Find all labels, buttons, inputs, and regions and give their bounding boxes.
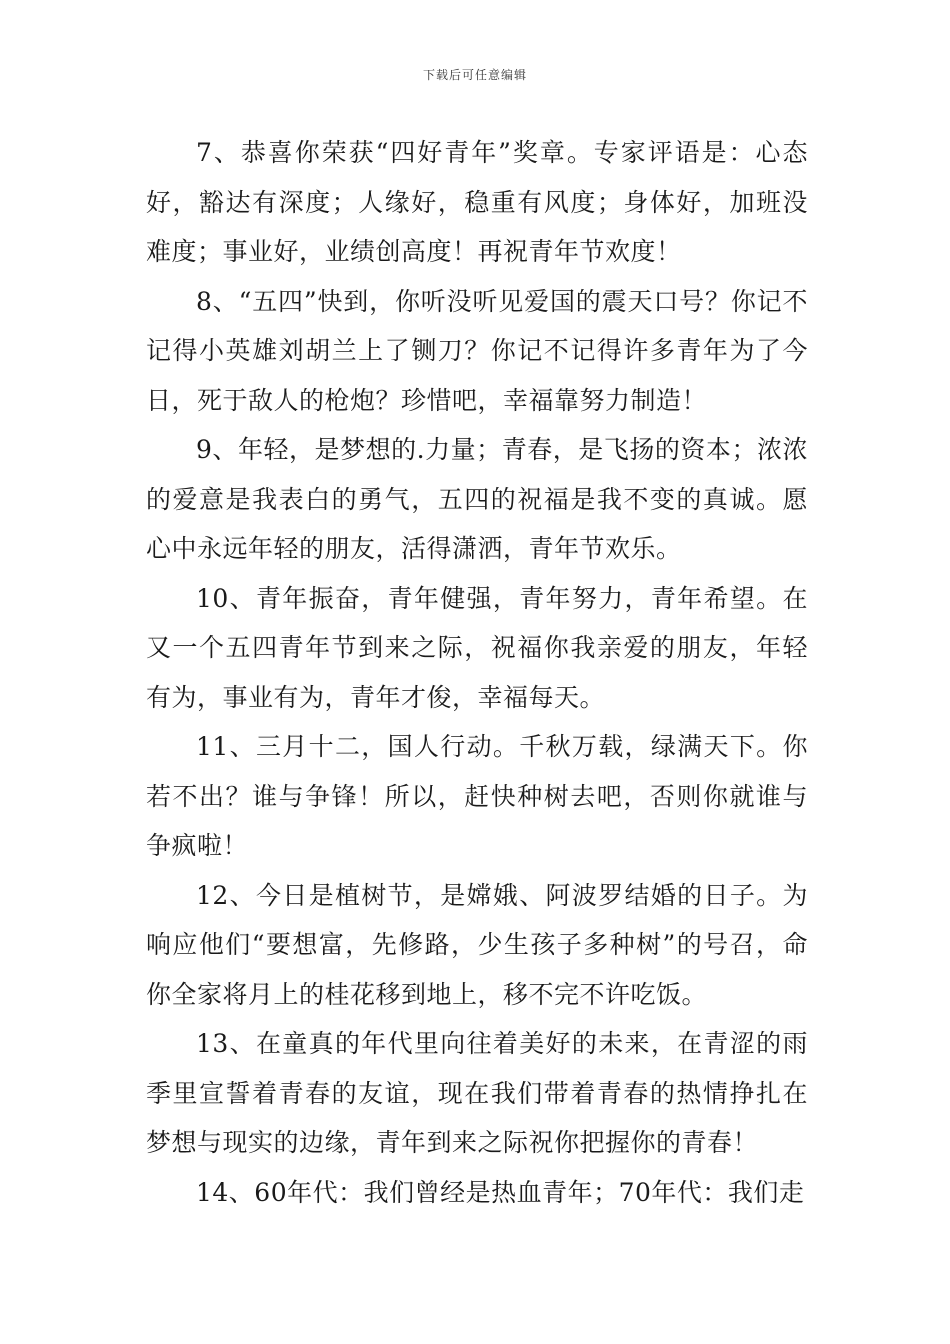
header-note: 下载后可任意编辑	[422, 68, 527, 82]
paragraph-14: 14、60年代：我们曾经是热血青年；70年代：我们走	[196, 1177, 805, 1207]
paragraph-8: 8、“五四”快到，你听没听见爱国的震天口号？你记不记得小英雄刘胡兰上了铡刀？你记不记得许多青年为了今日，死于敌人的枪炮？珍惜吧，幸福靠努力制造！	[146, 286, 808, 415]
paragraph-10: 10、青年振奋，青年健强，青年努力，青年希望。在又一个五四青年节到来之际，祝福你我亲爱的朋友，年轻有为，事业有为，青年才俊，幸福每天。	[146, 583, 808, 712]
paragraph-13: 13、在童真的年代里向往着美好的未来，在青涩的雨季里宣誓着青春的友谊，现在我们带着青春的热情挣扎在梦想与现实的边缘，青年到来之际祝你把握你的青春！	[146, 1029, 808, 1157]
paragraph-9: 9、年轻，是梦想的.力量；青春，是飞扬的资本；浓浓的爱意是我表白的勇气，五四的祝福是我不变的真诚。愿心中永远年轻的朋友，活得潇洒，青年节欢乐。	[146, 435, 808, 563]
paragraph-11: 11、三月十二，国人行动。千秋万载，绿满天下。你若不出？谁与争锋！所以，赶快种树去吧，否则你就谁与争疯啦！	[146, 732, 808, 860]
paragraph-7: 7、恭喜你荣获“四好青年”奖章。专家评语是：心态好，豁达有深度；人缘好，稳重有风度；身体好，加班没难度；事业好，业绩创高度！再祝青年节欢度！	[146, 138, 808, 266]
document-body	[146, 128, 808, 1217]
paragraph-12: 12、今日是植树节，是嫦娥、阿波罗结婚的日子。为响应他们“要想富，先修路，少生孩子多种树”的号召，命你全家将月上的桂花移到地上，移不完不许吃饭。	[146, 880, 808, 1009]
